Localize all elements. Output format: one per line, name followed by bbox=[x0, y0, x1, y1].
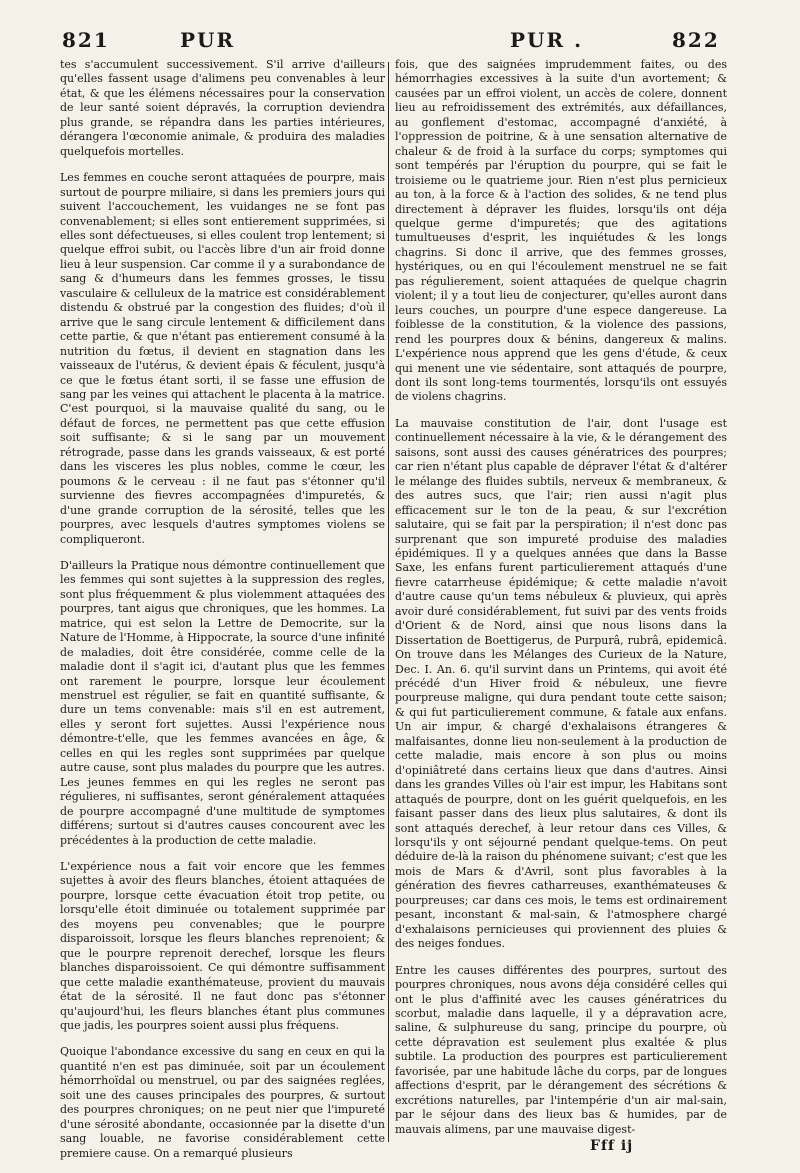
paragraph: La mauvaise constitution de l'air, dont l'usage est continuellement nécessaire à la vie, & le dérangement des saisons, sont aussi des causes génératrices des pourpres; car rien n'étant plus capable de dépraver l'état & d'altérer le mélange des fluides subtils, nerveux & membraneux, & des autres sucs, que l'air; rien aussi n'agit plus efficacement sur le ton de la peau, & sur l'excrétion salutaire, qui se fait par la perspiration; il n'est donc pas surprenant que son impureté produise des maladies épidémiques. Il y a quelques années que dans la Basse Saxe, les enfans furent particulierement attaqués d'une fievre catarrheuse épidémique; & cette maladie n'avoit d'autre cause qu'un tems nébuleux & pluvieux, qui après avoir duré considérablement, fut suivi par des vents froids d'Orient & de Nord, ainsi que nous lisons dans la Dissertation de Boettigerus, de Purpurâ, rubrâ, epidemicâ. On trouve dans les Mélanges des Curieux de la Nature, Dec. I. An. 6. qu'il survint dans un Printems, qui avoit été précédé d'un Hiver froid & nébuleux, une fievre pourpreuse maligne, qui dura pendant toute cette saison; & qui fut particulierement commune, & fatale aux enfans. Un air impur, & chargé d'exhalaisons étrangeres & malfaisantes, donne lieu non-seulement à la production de cette maladie, mais encore à son plus ou moins d'opiniâtreté dans certains lieux que dans d'autres. Ainsi dans les grandes Villes où l'air est impur, les Habitans sont attaqués de pourpre, dont on les guérit quelquefois, en les faisant passer dans des lieux plus salutaires, & dont ils sont attaqués derechef, à leur retour dans ces Villes, & lorsqu'ils y ont séjourné pendant quelque-tems. On peut déduire de-là la raison du phénomene suivant; c'est que les mois de Mars & d'Avril, sont plus favorables à la génération des fievres catharreuses, exanthémateuses & pourpreuses; car dans ces mois, le tems est ordinairement pesant, inconstant & mal-sain, & l'atmosphere chargé d'exhalaisons pernicieuses qui proviennent des pluies & des neiges fondues. bbox=[395, 416, 727, 951]
column-divider bbox=[388, 62, 389, 1142]
paragraph: Quoique l'abondance excessive du sang en ceux en qui la quantité n'en est pas diminuée, soit par un écoulement hémorrhoïdal ou menstruel, ou par des saignées reglées, soit une des causes principales des pourpres, & surtout des pourpres chroniques; on ne peut nier que l'impureté d'une sérosité abondante, occasionnée par la disette d'un sang louable, ne favorise considérablement cette premiere cause. On a remarqué plusieurs bbox=[60, 1045, 385, 1160]
right-running-head: PUR . bbox=[510, 28, 584, 52]
left-column bbox=[60, 58, 385, 1173]
right-column bbox=[395, 58, 727, 1149]
left-page-number: 821 bbox=[62, 28, 110, 52]
paragraph: Entre les causes différentes des pourpres, surtout des pourpres chroniques, nous avons déja considéré celles qui ont le plus d'affinité avec les causes génératrices du scorbut, maladie dans laquelle, il y a dépravation acre, saline, & sulphureuse du sang, principe du pourpre, où cette dépravation est seulement plus exaltée & plus subtile. La production des pourpres est particulierement favorisée, par une habitude lâche du corps, par de longues affections d'esprit, par le dérangement des sécrétions & excrétions naturelles, par l'intempérie d'un air mal-sain, par le séjour dans des lieux bas & humides, par de mauvais alimens, par une mauvaise digest- bbox=[395, 963, 727, 1136]
signature-mark: Fff ij bbox=[590, 1138, 634, 1154]
paragraph: tes s'accumulent successivement. S'il arrive d'ailleurs qu'elles fassent usage d'alimens peu convenables à leur état, & que les élémens nécessaires pour la conservation de leur santé soient dépravés, la corruption deviendra plus grande, se répandra dans les parties intérieures, dérangera l'œconomie animale, & produira des maladies quelquefois mortelles. bbox=[60, 58, 385, 158]
paragraph: Les femmes en couche seront attaquées de pourpre, mais surtout de pourpre miliaire, si dans les premiers jours qui suivent l'accouchement, les vuidanges ne se font pas convenablement; si elles sont entierement supprimées, si elles sont défectueuses, si elles coulent trop lentement; si quelque effroi subit, ou l'accès libre d'un air froid donne lieu à leur suspension. Car comme il y a surabondance de sang & d'humeurs dans les femmes grosses, le tissu vasculaire & celluleux de la matrice est considérablement distendu & obstrué par la congestion des fluides; d'où il arrive que le sang circule lentement & difficilement dans cette partie, & que n'étant pas entierement consumé à la nutrition du fœtus, il devient en stagnation dans les vaisseaux de l'utérus, & devient épais & féculent, jusqu'à ce que le fœtus étant sorti, il se fasse une effusion de sang par les veines qui attachent le placenta à la matrice. C'est pourquoi, si la mauvaise qualité du sang, ou le défaut de forces, ne permettent pas que cette effusion soit suffisante; & si le sang par un mouvement rétrograde, passe dans les grands vaisseaux, & est porté dans les visceres les plus nobles, comme le cœur, les poumons & le cerveau : il ne faut pas s'étonner qu'il survienne des fievres accompagnées d'impuretés, & d'une grande corruption de la sérosité, telles que les pourpres, avec lesquels d'autres symptomes violens se compliqueront. bbox=[60, 171, 385, 546]
right-page-number: 822 bbox=[672, 28, 720, 52]
paragraph: L'expérience nous a fait voir encore que les femmes sujettes à avoir des fleurs blanches, étoient attaquées de pourpre, lorsque cette évacuation étoit trop petite, ou lorsqu'elle étoit diminuée ou totalement supprimée par des moyens peu convenables; que le pourpre disparoissoit, lorsque les fleurs blanches reprenoient; & que le pourpre reprenoit derechef, lorsque les fleurs blanches disparoissoient. Ce qui démontre suffisamment que cette maladie exanthémateuse, provient du mauvais état de la sérosité. Il ne faut donc pas s'étonner qu'aujourd'hui, les fleurs blanches étant plus communes que jadis, les pourpres soient aussi plus fréquens. bbox=[60, 860, 385, 1032]
left-running-head: PUR bbox=[180, 28, 236, 52]
paragraph: fois, que des saignées imprudemment faites, ou des hémorrhagies excessives à la suite d'un avortement; & causées par un effroi violent, un accès de colere, donnent lieu au refroidissement des extrémités, aux défaillances, au gonflement d'estomac, accompagné d'anxiété, à l'oppression de poitrine, & à une sensation alternative de chaleur & de froid à la surface du corps; symptomes qui sont tempérés par l'éruption du pourpre, qui se fait le troisieme ou le quatrieme jour. Rien n'est plus pernicieux au ton, à la force & à l'action des solides, & ne tend plus directement à dépraver les fluides, lorsqu'ils ont déja quelque germe d'impuretés; que des agitations tumultueuses d'esprit, les inquiétudes & les longs chagrins. Si donc il arrive, que des femmes grosses, hystériques, ou en qui l'écoulement menstruel ne se fait pas régulierement, soient attaquées de quelque chagrin violent; il y a tout lieu de conjecturer, qu'elles auront dans leurs couches, un pourpre d'une espece dangereuse. La foiblesse de la constitution, & la violence des passions, rend les pourpres doux & bénins, dangereux & malins. L'expérience nous apprend que les gens d'étude, & ceux qui menent une vie sédentaire, sont attaqués de pourpre, dont ils sont long-tems tourmentés, lorsqu'ils ont essuyés de violens chagrins. bbox=[395, 58, 727, 404]
paragraph: D'ailleurs la Pratique nous démontre continuellement que les femmes qui sont sujettes à la suppression des regles, sont plus fréquemment & plus violemment attaquées des pourpres, tant aigus que chroniques, que les hommes. La matrice, qui est selon la Lettre de Democrite, sur la Nature de l'Homme, à Hippocrate, la source d'une infinité de maladies, doit être considérée, comme celle de la maladie dont il s'agit ici, d'autant plus que les femmes ont rarement le pourpre, lorsque leur écoulement menstruel est régulier, se fait en quantité suffisante, & dure un tems convenable: mais s'il en est autrement, elles y seront fort sujettes. Aussi l'expérience nous démontre-t'elle, que les femmes avancées en âge, & celles en qui les regles sont supprimées par quelque autre cause, sont plus malades du pourpre que les autres. Les jeunes femmes en qui les regles ne seront pas régulieres, ni suffisantes, seront généralement attaquées de pourpre accompagné d'une multitude de symptomes différens; surtout si d'autres causes concourent avec les précédentes à la production de cette maladie. bbox=[60, 558, 385, 847]
